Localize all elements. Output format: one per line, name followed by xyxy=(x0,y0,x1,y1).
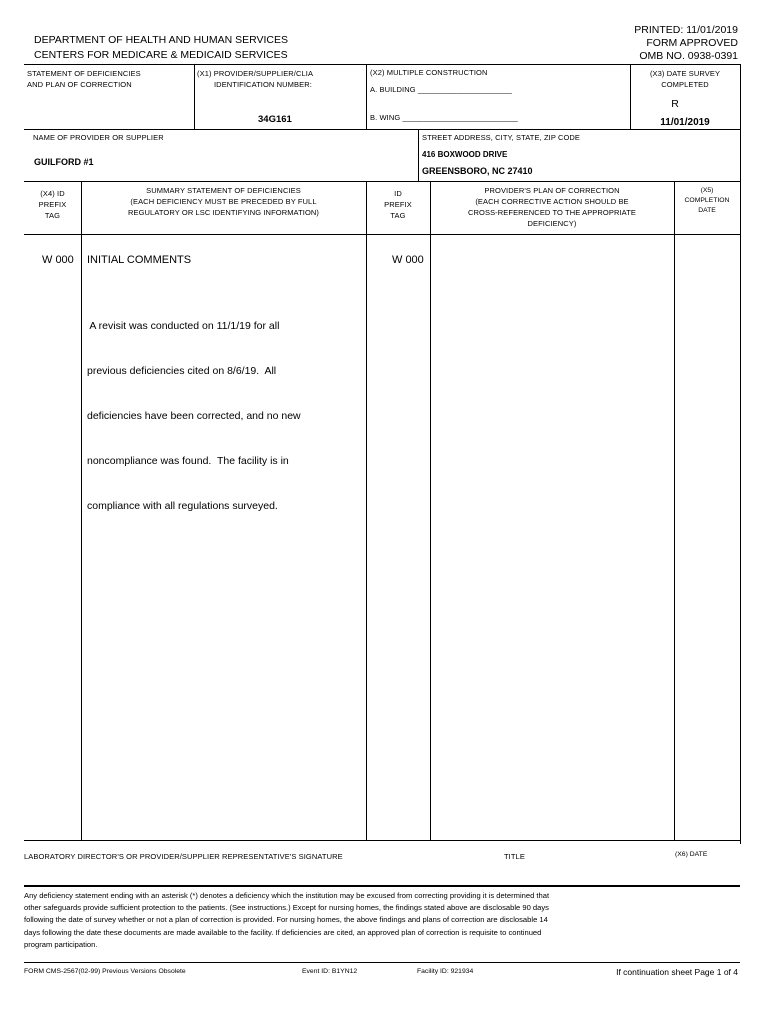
plan-header xyxy=(430,185,674,229)
plan-header-line: CROSS-REFERENCED TO THE APPROPRIATE xyxy=(468,208,636,217)
divider xyxy=(418,129,419,181)
tag-right: W 000 xyxy=(392,254,424,266)
disclaimer-line: following the date of survey whether or not a plan of correction is provided. For nursing homes, the above findings and plans of correction are disclosable 14 xyxy=(24,915,548,925)
x3-label xyxy=(630,68,740,90)
id-header-line: ID xyxy=(394,189,402,198)
x3-label-line: COMPLETED xyxy=(661,80,709,89)
divider xyxy=(366,64,367,129)
facility-id: Facility ID: 921934 xyxy=(417,968,474,975)
survey-code: R xyxy=(671,98,679,110)
id-header-line: TAG xyxy=(390,211,406,220)
page-indicator: If continuation sheet Page 1 of 4 xyxy=(616,967,738,977)
x1-label-line: IDENTIFICATION NUMBER: xyxy=(214,80,312,89)
x4-header-line: TAG xyxy=(44,211,61,220)
disclaimer xyxy=(24,890,549,951)
provider-name: GUILFORD #1 xyxy=(34,157,94,167)
divider xyxy=(24,181,740,182)
x5-header-line: COMPLETION xyxy=(684,197,730,204)
form-approved: FORM APPROVED xyxy=(646,37,738,49)
divider xyxy=(24,885,740,887)
agency-header xyxy=(34,33,288,63)
form-right-border xyxy=(740,64,741,844)
x3-label-line: (X3) DATE SURVEY xyxy=(649,69,721,78)
city-state-zip: GREENSBORO, NC 27410 xyxy=(422,166,533,176)
department-name: DEPARTMENT OF HEALTH AND HUMAN SERVICES xyxy=(34,34,288,46)
printed-date: PRINTED: 11/01/2019 xyxy=(634,24,738,36)
plan-header-line: DEFICIENCY) xyxy=(527,219,577,228)
x2-building: A. BUILDING ______________________ xyxy=(370,85,512,94)
summary-header-line: SUMMARY STATEMENT OF DEFICIENCIES xyxy=(146,186,301,195)
column-divider xyxy=(81,181,82,840)
entry-line: A revisit was conducted on 11/1/19 for all xyxy=(87,320,280,332)
form-number: FORM CMS-2567(02-99) Previous Versions Obsolete xyxy=(24,968,186,975)
disclaimer-line: Any deficiency statement ending with an asterisk (*) denotes a deficiency which the institution may be excused from correcting providing it is determined that xyxy=(24,891,550,900)
event-id: Event ID: B1YN12 xyxy=(302,968,358,975)
x1-label-line: (X1) PROVIDER/SUPPLIER/CLIA xyxy=(197,69,314,78)
x5-header-line: (X5) xyxy=(700,187,714,194)
survey-completed-date: 11/01/2019 xyxy=(660,117,710,128)
disclaimer-line: program participation. xyxy=(24,939,98,949)
title-label: TITLE xyxy=(504,852,525,861)
signature-label: LABORATORY DIRECTOR'S OR PROVIDER/SUPPLIER REPRESENTATIVE'S SIGNATURE xyxy=(24,852,343,861)
provider-id-number: 34G161 xyxy=(258,114,292,125)
column-divider xyxy=(366,181,367,840)
entry-line: noncompliance was found. The facility is in xyxy=(87,455,289,467)
plan-header-line: (EACH CORRECTIVE ACTION SHOULD BE xyxy=(475,197,629,206)
entry-heading: INITIAL COMMENTS xyxy=(87,254,192,266)
form-top-border xyxy=(24,64,740,65)
x2-wing: B. WING ___________________________ xyxy=(370,113,518,122)
summary-header xyxy=(81,185,366,218)
id-header-line: PREFIX xyxy=(384,200,412,209)
divider xyxy=(24,840,740,841)
summary-header-line: REGULATORY OR LSC IDENTIFYING INFORMATION) xyxy=(127,208,320,217)
tag-left: W 000 xyxy=(42,254,74,266)
divider xyxy=(24,129,740,130)
disclaimer-line: other safeguards provide sufficient protection to the patients. (See instructions.) Except for nursing homes, the findings stated above are disclosable 90 days xyxy=(24,903,549,913)
x5-header xyxy=(674,186,740,216)
form-status-block xyxy=(634,24,738,63)
entry-line: compliance with all regulations surveyed. xyxy=(87,500,278,512)
provider-name-label: NAME OF PROVIDER OR SUPPLIER xyxy=(33,133,164,142)
divider xyxy=(194,64,195,129)
summary-header-line: (EACH DEFICIENCY MUST BE PRECEDED BY FULL xyxy=(130,197,317,206)
entry-line: deficiencies have been corrected, and no new xyxy=(87,410,301,422)
statement-label-line: STATEMENT OF DEFICIENCIES xyxy=(27,69,141,78)
x4-header-line: PREFIX xyxy=(38,200,67,209)
x2-label: (X2) MULTIPLE CONSTRUCTION xyxy=(370,68,488,77)
x4-header xyxy=(24,188,81,221)
x1-label xyxy=(197,68,313,90)
centers-name: CENTERS FOR MEDICARE & MEDICAID SERVICES xyxy=(34,49,288,61)
plan-header-line: PROVIDER'S PLAN OF CORRECTION xyxy=(484,186,620,195)
statement-label xyxy=(27,68,141,90)
divider xyxy=(24,234,740,235)
street-address: 416 BOXWOOD DRIVE xyxy=(422,150,508,159)
x4-header-line: (X4) ID xyxy=(40,189,65,198)
id-header xyxy=(366,188,430,221)
disclaimer-line: days following the date these documents are made available to the facility. If deficiencies are cited, an approved plan of correction is requisite to continued xyxy=(24,927,542,937)
address-label: STREET ADDRESS, CITY, STATE, ZIP CODE xyxy=(422,133,581,142)
omb-number: OMB NO. 0938-0391 xyxy=(639,50,738,62)
entry-body xyxy=(87,289,301,529)
divider xyxy=(24,962,740,963)
date-label: (X6) DATE xyxy=(675,851,708,858)
statement-label-line: AND PLAN OF CORRECTION xyxy=(27,80,132,89)
x5-header-line: DATE xyxy=(698,207,716,214)
column-divider xyxy=(430,181,431,840)
column-divider xyxy=(674,181,675,840)
entry-line: previous deficiencies cited on 8/6/19. All xyxy=(87,365,277,377)
